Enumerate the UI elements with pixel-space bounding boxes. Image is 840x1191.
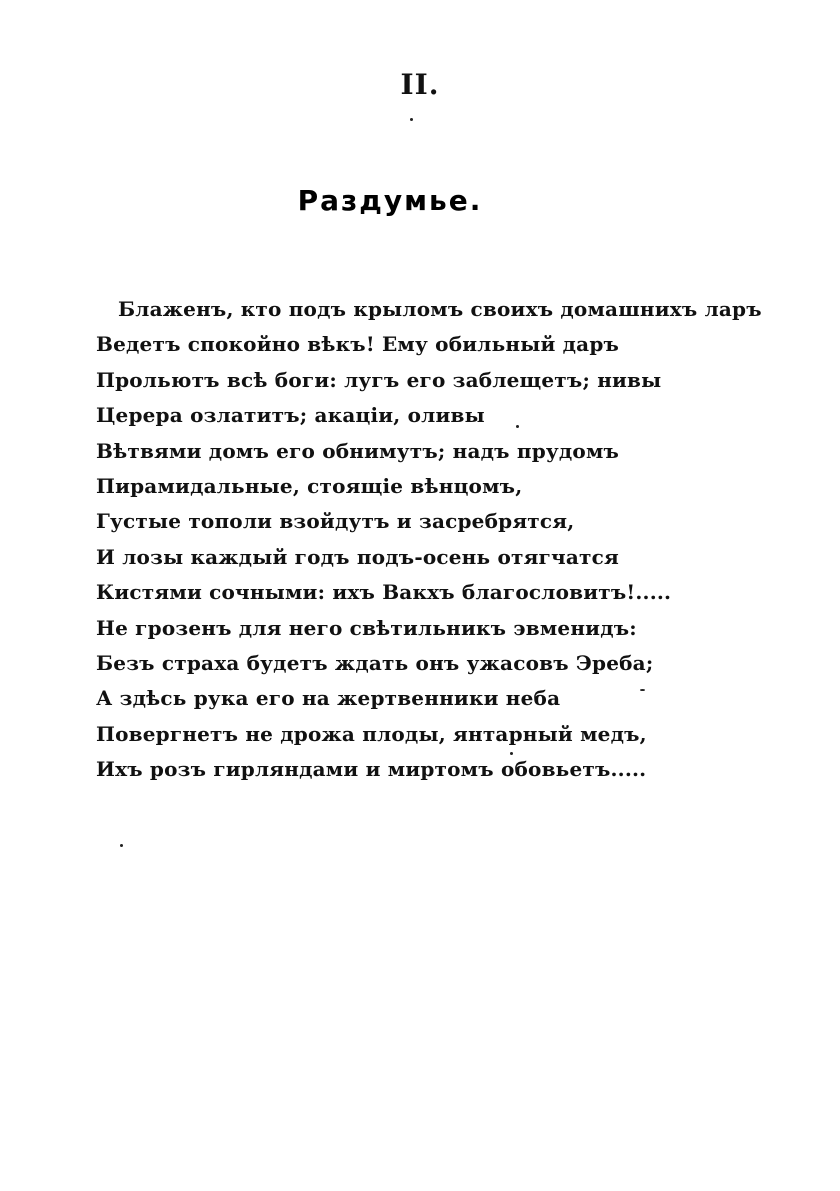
verse-line: Ихъ розъ гирляндами и миртомъ обовьетъ..... xyxy=(96,757,647,782)
poem-title: Раздумье. xyxy=(297,184,483,217)
verse-line: Вѣтвями домъ его обнимутъ; надъ прудомъ xyxy=(96,438,620,463)
verse-line: Не грозенъ для него свѣтильникъ эвменидъ: xyxy=(96,615,637,640)
verse-line: Густые тополи взойдутъ и засребрятся, xyxy=(96,509,575,534)
ink-speck xyxy=(516,425,519,428)
verse-line: Ведетъ спокойно вѣкъ! Ему обильный даръ xyxy=(96,332,620,357)
ink-speck xyxy=(410,118,413,121)
poem-body xyxy=(96,292,762,787)
verse-line: Церера озлатитъ; акаціи, оливы xyxy=(96,403,485,428)
ink-speck xyxy=(640,689,645,691)
verse-line: Безъ страха будетъ ждать онъ ужасовъ Эреба; xyxy=(96,650,654,675)
verse-line: А здѣсь рука его на жертвенники неба xyxy=(96,686,561,711)
verse-line: И лозы каждый годъ подъ-осень отягчатся xyxy=(96,544,619,569)
ink-speck xyxy=(120,844,123,847)
verse-line: Блаженъ, кто подъ крыломъ своихъ домашнихъ ларъ xyxy=(118,297,762,321)
ink-speck xyxy=(510,752,513,755)
verse-line: Кистями сочными: ихъ Вакхъ благословитъ!..... xyxy=(96,580,672,605)
verse-line: Прольютъ всѣ боги: лугъ его заблещетъ; нивы xyxy=(96,367,662,392)
section-number: II. xyxy=(400,68,440,101)
verse-line: Повергнетъ не дрожа плоды, янтарный медъ, xyxy=(96,721,647,746)
verse-line: Пирамидальные, стоящіе вѣнцомъ, xyxy=(96,473,523,498)
